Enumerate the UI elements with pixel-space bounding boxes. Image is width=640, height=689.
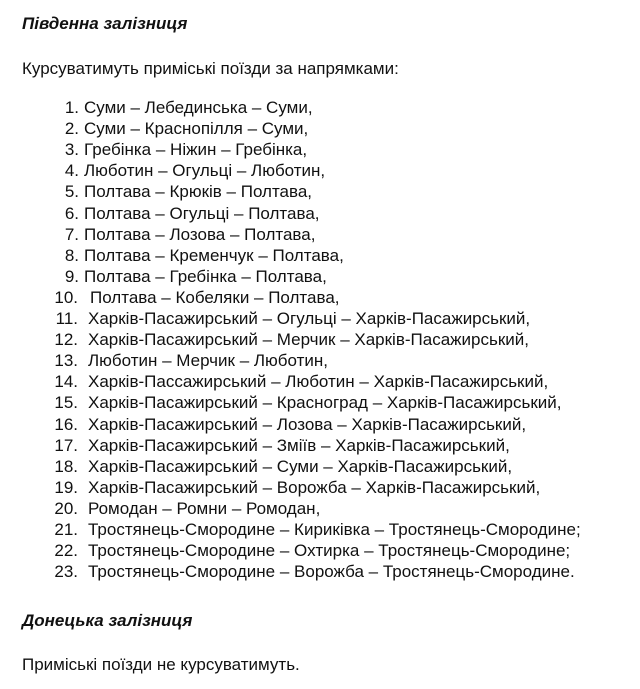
route-text: Харків-Пасажирський – Мерчик – Харків-Пасажирський,: [88, 330, 529, 350]
route-text: Суми – Лебединська – Суми,: [84, 98, 313, 117]
route-text: Полтава – Крюків – Полтава,: [84, 182, 313, 202]
route-number: 14.: [54, 372, 78, 392]
route-number: 15.: [54, 393, 78, 413]
route-text: Суми – Краснопілля – Суми,: [84, 119, 309, 139]
route-number: 1.: [64, 98, 79, 117]
route-number: 20.: [54, 498, 78, 518]
route-number: 9.: [64, 266, 79, 286]
route-number: 16.: [54, 414, 78, 434]
route-number: 7.: [64, 224, 79, 244]
route-text: Полтава – Огульці – Полтава,: [84, 203, 320, 223]
route-text: Харків-Пасажирський – Суми – Харків-Пасажирський,: [88, 456, 513, 476]
route-number: 18.: [54, 456, 78, 476]
route-number: 2.: [64, 119, 79, 139]
route-text: Харків-Пасажирський – Красноград – Харків-Пасажирський,: [88, 393, 562, 413]
route-text: Харків-Пасажирський – Лозова – Харків-Пасажирський,: [88, 414, 527, 434]
section-intro-donetsk-railway: Приміські поїзди не курсуватимуть.: [22, 655, 300, 674]
route-number: 10.: [54, 287, 78, 307]
route-text: Люботин – Огульці – Люботин,: [84, 161, 326, 181]
route-number: 3.: [64, 140, 79, 160]
route-text: Харків-Пасажирський – Зміїв – Харків-Пасажирський,: [88, 435, 510, 455]
route-text: Полтава – Лозова – Полтава,: [84, 224, 316, 244]
route-text: Тростянець-Смородине – Кириківка – Тростянець-Смородине;: [88, 520, 581, 539]
route-text: Полтава – Кобеляки – Полтава,: [90, 287, 340, 307]
route-text: Харків-Пасажирський – Ворожба – Харків-Пасажирський,: [88, 477, 541, 497]
route-text: Ромодан – Ромни – Ромодан,: [88, 498, 321, 518]
route-number: 12.: [54, 330, 78, 350]
section-intro-southern-railway: Курсуватимуть приміські поїзди за напрямками:: [22, 59, 399, 78]
section-title-donetsk-railway: Донецька залізниця: [22, 611, 193, 630]
route-number: 23.: [54, 562, 78, 582]
route-text: Харків-Пассажирський – Люботин – Харків-Пасажирський,: [88, 372, 549, 392]
route-number: 6.: [64, 203, 79, 223]
route-number: 17.: [54, 435, 78, 455]
route-number: 5.: [64, 182, 79, 202]
route-text: Гребінка – Ніжин – Гребінка,: [84, 140, 308, 160]
section-title-southern-railway: Південна залізниця: [22, 14, 188, 33]
route-number: 19.: [54, 477, 78, 497]
route-text: Полтава – Кременчук – Полтава,: [84, 245, 344, 265]
route-number: 11.: [55, 309, 78, 328]
route-text: Люботин – Мерчик – Люботин,: [88, 351, 328, 371]
route-text: Полтава – Гребінка – Полтава,: [84, 266, 327, 286]
route-number: 22.: [54, 541, 78, 561]
route-text: Тростянець-Смородине – Ворожба – Тростянець-Смородине.: [88, 562, 575, 582]
route-number: 13.: [54, 351, 78, 371]
route-number: 4.: [64, 161, 79, 181]
route-text: Харків-Пасажирський – Огульці – Харків-Пасажирський,: [88, 309, 531, 328]
route-number: 21.: [54, 520, 78, 539]
route-number: 8.: [64, 245, 79, 265]
route-text: Тростянець-Смородине – Охтирка – Тростянець-Смородине;: [88, 541, 571, 561]
